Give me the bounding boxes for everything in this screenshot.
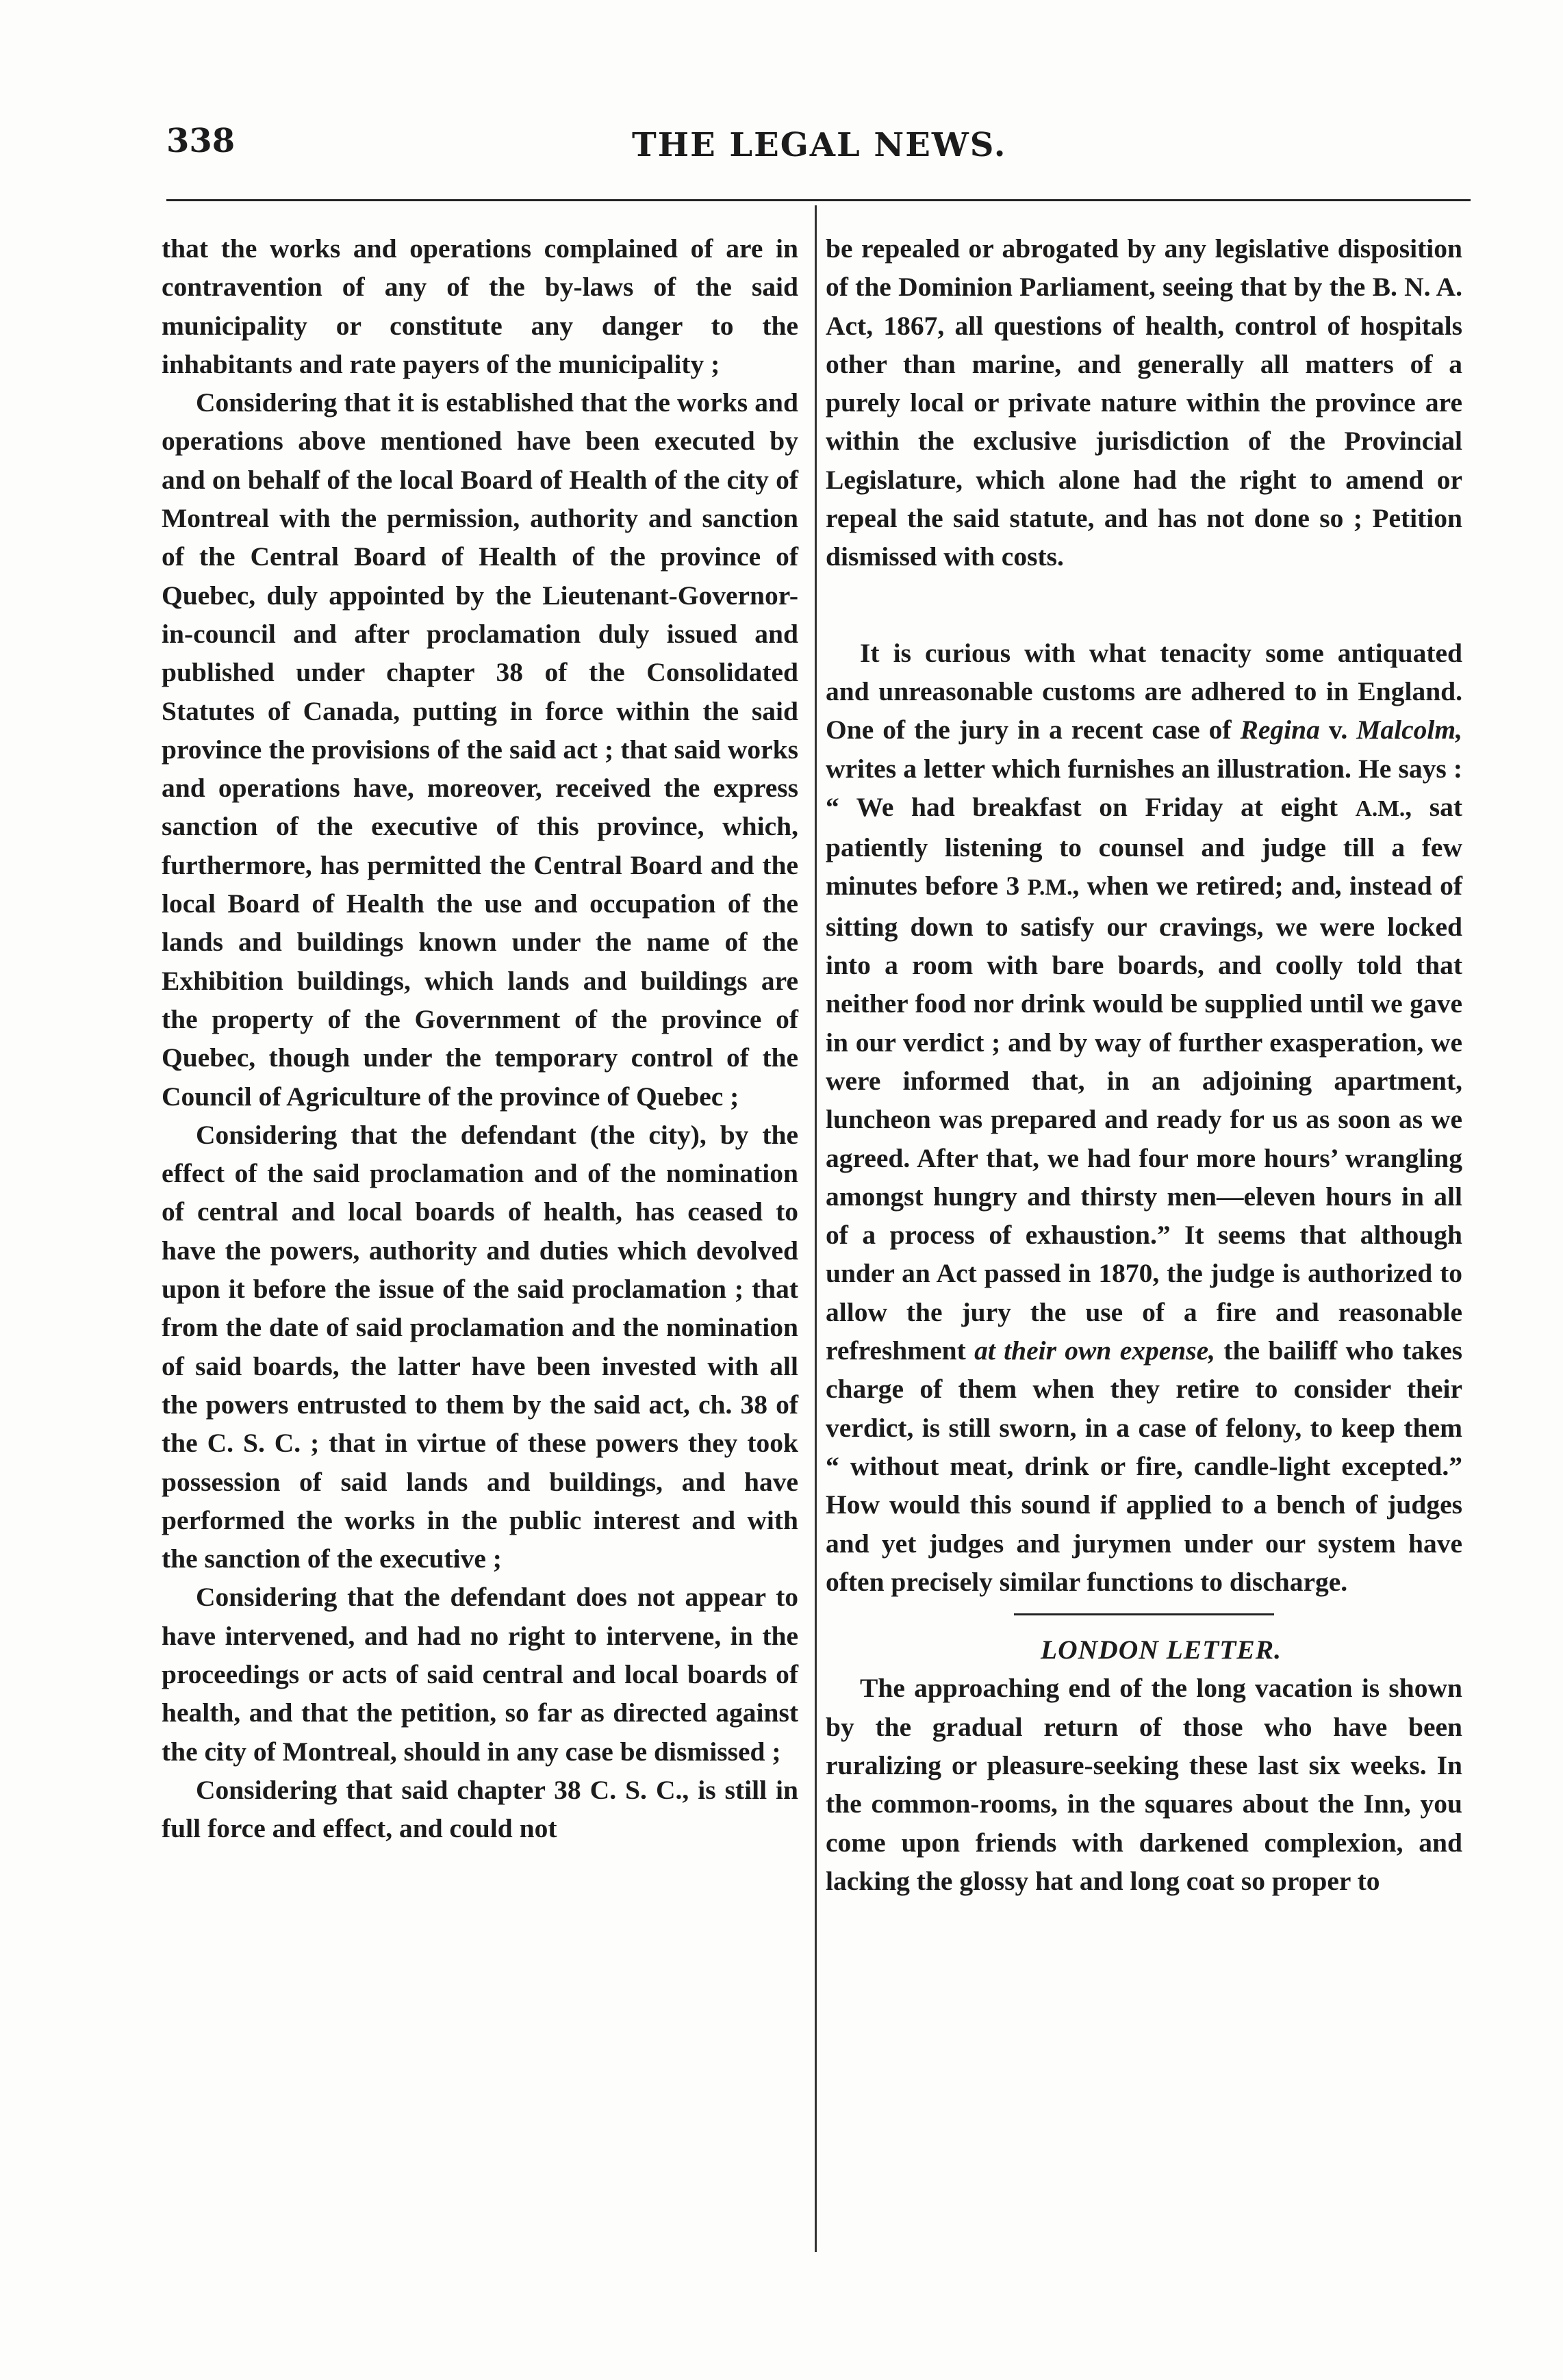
paragraph [826,634,1462,1601]
right-column [826,229,1462,1900]
case-name: Regina [1240,715,1320,745]
text-run: It is curious with what tenacity some antiquated and unreasonable customs are adhered to in England. One of the jury in a recent case of [826,637,1462,745]
paragraph: that the works and operations complained of are in contravention of any of the by-laws of the said municipality or constitute any danger to the inhabitants and rate payers of the municipality ; [162,233,798,379]
case-name: Malcolm, [1356,715,1462,745]
paragraph: Considering that it is established that the works and operations above mentioned have been executed by and on behalf of the local Board of Health of the city of Montreal with the permission, authority and sanction of the Central Board of Health of the province of Quebec, duly appointed by the Lieutenant-Governor-in-council and after proclamation duly issued and published under chapter 38 of the Consolidated Statutes of Canada, putting in force within the said province the provisions of the said act ; that said works and operations have, moreover, received the express sanction of the executive of this province, which, furthermore, has permitted the Central Board and the local Board of Health the use and occupation of the lands and buildings known under the name of the Exhibition buildings, which lands and buildings are the property of the Government of the province of Quebec, though under the temporary control of the Council of Agriculture of the province of Quebec ; [162,387,798,1112]
paragraph: The approaching end of the long vacation is shown by the gradual return of those who have been ruralizing or pleasure-seeking these last six weeks. In the common-rooms, in the squares about the Inn, you come upon friends with darkened complexion, and lacking the glossy hat and long coat so proper to [826,1673,1462,1896]
section-heading: LONDON LETTER. [1041,1635,1282,1665]
paragraph: Considering that the defendant (the city), by the effect of the said proclamation and of the nomination of central and local boards of health, has ceased to have the powers, authority and duties which devolved upon it before the issue of the said proclamation ; that from the date of said proclamation and the nomination of said boards, the latter have been invested with all the powers entrusted to them by the said act, ch. 38 of the C. S. C. ; that in virtue of these powers they took possession of said lands and buildings, and have performed the works in the public interest and with the sanction of the executive ; [162,1119,798,1574]
emphasis: at their own expense, [974,1335,1216,1366]
time-abbrev: A.M. [1355,795,1406,821]
text-run: , when we retired; and, instead of sitting down to satisfy our cravings, we were locked into a room with bare boards, and coolly told that neither food nor drink would be supplied until we gave in our verdict ; and by way of further exasperation, we were informed that, in an adjoining apartment, luncheon was prepared and ready for us as soon as we agreed. After that, we had four more hours’ wrangling amongst hungry and thirsty men—eleven hours in all of a process of exhaustion.” It seems that although under an Act passed in 1870, the judge is authorized to allow the jury the use of a fire and reasonable refreshment [826,871,1462,1366]
page-header [166,122,1471,177]
page-number: 338 [166,122,236,160]
paragraph: be repealed or abrogated by any legislative disposition of the Dominion Parliament, seeing that by the B. N. A. Act, 1867, all questions of health, control of hospitals other than marine, and generally all matters of a purely local or private nature within the province are within the exclusive jurisdiction of the Provincial Legislature, which alone had the right to amend or repeal the said statute, and has not done so ; Petition dismissed with costs. [826,233,1462,572]
text-run: , sat patiently listening to counsel and judge till a few minutes before 3 [826,791,1462,901]
text-run: v. [1319,715,1357,745]
column-divider [815,205,817,2252]
text-run: writes a letter which furnishes an illustration. He says : “ We had breakfast on Friday at eight [826,753,1462,822]
left-column [162,229,798,1847]
section-rule [1014,1613,1274,1615]
text-run: the bailiff who takes charge of them when they retire to consider their verdict, is still sworn, in a case of felony, to keep them “ without meat, drink or fire, candle-light excepted.” How would this sound if applied to a bench of judges and yet judges and jurymen under our system have often precisely similar functions to discharge. [826,1335,1462,1597]
section-separator [826,597,1462,613]
paragraph: Considering that the defendant does not appear to have intervened, and had no right to intervene, in the proceedings or acts of said central and local boards of health, and that the petition, so far as directed against the city of Montreal, should in any case be dismissed ; [162,1582,798,1767]
time-abbrev: P.M. [1027,875,1073,901]
running-title: THE LEGAL NEWS. [632,126,1007,164]
header-rule [166,199,1471,201]
paragraph: Considering that said chapter 38 C. S. C., is still in full force and effect, and could not [162,1774,798,1844]
